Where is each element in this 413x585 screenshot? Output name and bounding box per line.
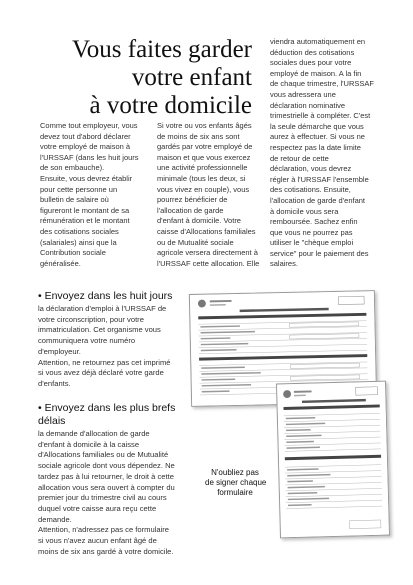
heading-line: délais	[38, 415, 66, 427]
text-line: régler à l'URSSAF l'ensemble	[270, 174, 369, 184]
text-line: d'enfant à domicile. Votre	[157, 216, 241, 226]
title-line-2: votre enfant	[131, 64, 252, 91]
text-line: des cotisations sociales	[40, 226, 119, 236]
text-line: communiquera votre numéro	[38, 336, 136, 346]
text-line: Attention, ne retournez pas cet imprimé	[38, 357, 171, 367]
column-2-paragraph	[157, 121, 260, 269]
text-line: devez tout d'abord déclarer	[40, 131, 131, 141]
text-line: déclaration nominative	[270, 100, 346, 110]
section-heading	[38, 290, 198, 303]
text-line: tardez pas à lui retourner, le droit à cette	[38, 471, 174, 481]
text-line: premier jour du trimestre civil au cours	[38, 493, 167, 503]
heading-line: • Envoyez dans les plus brefs	[38, 402, 176, 414]
text-line: d'employeur.	[38, 346, 81, 356]
title-line-3: à votre domicile	[89, 92, 252, 119]
text-line: salaires.	[270, 259, 298, 269]
text-line: maison et que vous exercez	[157, 152, 251, 162]
text-line: allocation vous sera ouvert à compter du	[38, 482, 175, 492]
text-line: votre employé de maison à	[40, 142, 131, 152]
section-eight-days	[38, 290, 198, 390]
text-line: pourrez bénéficier de	[157, 195, 228, 205]
section-body	[38, 429, 198, 557]
text-line: figureront le montant de sa	[40, 205, 130, 215]
text-line: de chaque trimestre, l'URSSAF	[270, 79, 374, 89]
section-body	[38, 304, 198, 390]
text-line: service" pour le paiement des	[270, 248, 369, 258]
text-line: généralisée.	[40, 258, 81, 268]
text-line: Comme tout employeur, vous	[40, 121, 138, 130]
column-3-paragraph	[270, 37, 380, 270]
text-line: caisse d'Allocations familiales	[157, 226, 256, 236]
text-line: duquel votre caisse aura reçu cette	[38, 503, 157, 513]
text-line: rémunération et le montant	[40, 216, 130, 226]
text-line: déduction des cotisations	[270, 47, 355, 57]
text-line: votre circonscription, pour votre	[38, 314, 144, 324]
text-line: que vous ne pourrez pas	[270, 227, 353, 237]
text-line: la seule démarche que vous	[270, 121, 364, 131]
text-line: Attention, n'adressez pas ce formulaire	[38, 525, 170, 535]
text-line: l'URSSAF (dans les huit jours	[40, 152, 139, 162]
text-column-3	[270, 37, 380, 270]
text-line: la déclaration d'emploi à l'URSSAF de	[38, 304, 167, 313]
text-line: Ensuite, vous devrez établir	[40, 173, 133, 183]
caption-line: formulaire	[217, 488, 253, 497]
text-line: respectez pas la date limite	[270, 142, 361, 152]
text-line: gardés par votre employé de	[157, 142, 253, 152]
text-line: immatriculation. Cet organisme vous	[38, 325, 161, 335]
text-line: l'allocation de garde d'enfant	[270, 195, 366, 205]
text-line: vous vivez en couple), vous	[157, 184, 250, 194]
text-line: demande.	[38, 514, 72, 524]
text-line: si vous n'avez aucun enfant âgé de	[38, 536, 157, 546]
text-line: Contribution sociale	[40, 248, 106, 258]
childcare-allowance-form-image	[276, 381, 390, 539]
text-line: si vous avez déjà déclaré votre garde	[38, 368, 164, 378]
text-line: d'Allocations familiales ou de Mutualité	[38, 450, 169, 460]
text-line: la demande d'allocation de garde	[38, 429, 150, 438]
text-column-1	[40, 121, 150, 269]
text-line: d'enfant à domicile à la caisse	[38, 439, 140, 449]
caption-line: N'oubliez pas	[211, 468, 259, 477]
text-line: de son embauche).	[40, 163, 105, 173]
text-line: ou de Mutualité sociale	[157, 237, 234, 247]
section-heading	[38, 402, 198, 428]
text-line: sociale agricole dont vous dépendez. Ne	[38, 461, 175, 471]
text-line: bulletin de salaire où	[40, 195, 109, 205]
text-line: une activité professionnelle	[157, 163, 248, 173]
text-column-2	[157, 121, 260, 269]
text-line: à domicile vous sera	[270, 206, 339, 216]
text-line: moins de six ans gardé à votre domicile.	[38, 546, 174, 556]
section-brief-delays	[38, 402, 198, 557]
text-line: de retour de cette	[270, 153, 329, 163]
text-line: minimale (tous les deux, si	[157, 173, 246, 183]
text-line: pour cette personne un	[40, 184, 118, 194]
title-line-1: Vous faites garder	[71, 36, 252, 63]
sign-reminder-caption	[205, 468, 265, 498]
text-line: Si votre ou vos enfants âgés	[157, 121, 252, 130]
text-line: (salariales) ainsi que la	[40, 237, 117, 247]
text-line: l'allocation de garde	[157, 205, 224, 215]
text-line: employé de maison. A la fin	[270, 68, 362, 78]
column-1-paragraph	[40, 121, 150, 269]
text-line: vous adressera une	[270, 89, 336, 99]
text-line: l'URSSAF cette allocation. Elle	[157, 258, 260, 268]
text-line: de moins de six ans sont	[157, 131, 240, 141]
text-line: utiliser le "chèque emploi	[270, 238, 354, 248]
text-line: trimestrielle à compléter. C'est	[270, 111, 371, 121]
text-line: des cotisations. Ensuite,	[270, 185, 351, 195]
text-line: sociales dues pour votre	[270, 58, 352, 68]
heading-line: • Envoyez dans les huit jours	[38, 290, 173, 302]
caption-line: de signer chaque	[205, 478, 267, 487]
text-line: agricole versera directement à	[157, 248, 258, 258]
text-line: remboursée. Sachez enfin	[270, 217, 358, 227]
text-line: d'enfants.	[38, 378, 71, 388]
text-line: aurez à effectuer. Si vous ne	[270, 132, 365, 142]
form-illustration	[277, 382, 389, 538]
page-title	[40, 36, 252, 120]
text-line: viendra automatiquement en	[270, 37, 366, 46]
text-line: déclaration, vous devrez	[270, 164, 352, 174]
